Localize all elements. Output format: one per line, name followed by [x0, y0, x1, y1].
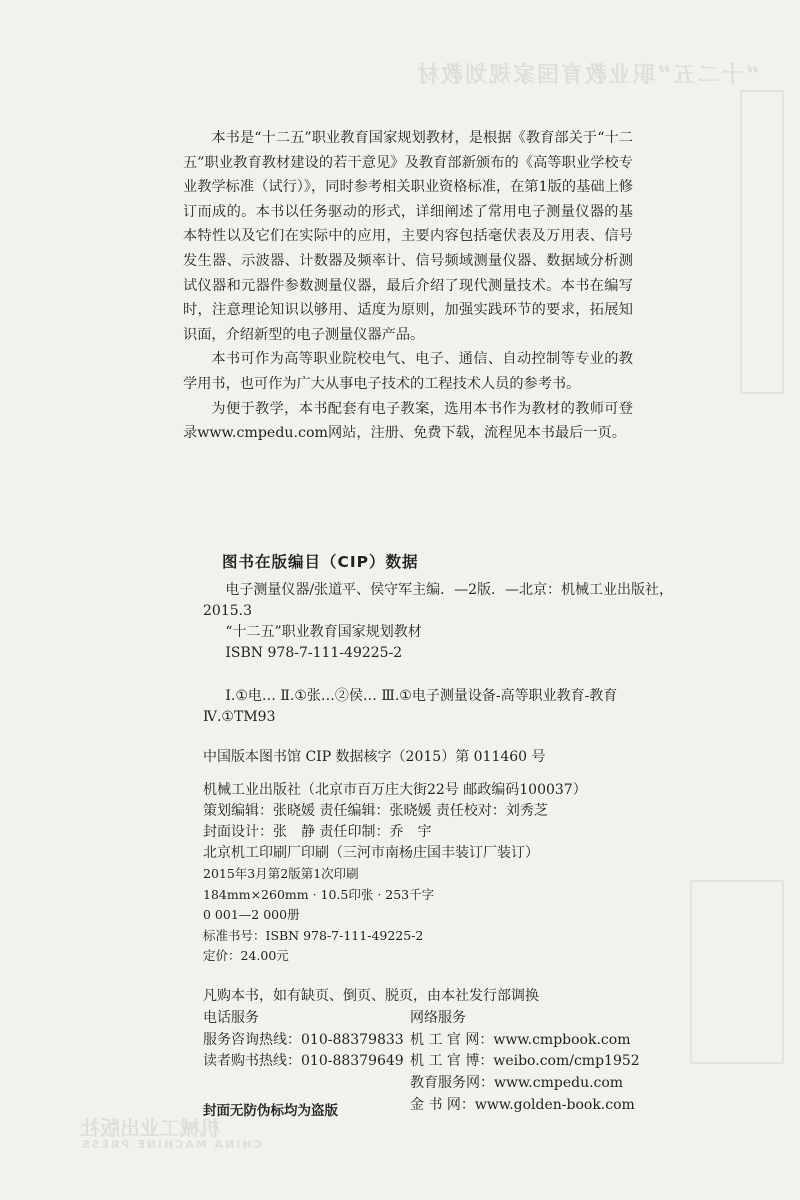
intro-text [183, 126, 633, 446]
phone-service [203, 1008, 404, 1073]
show-through-frame [740, 90, 784, 394]
cip-title: 图书在版编目（CIP）数据 [222, 553, 419, 571]
edition-line: 2015年3月第2版第1次印刷 [203, 866, 359, 881]
show-through-publisher-en: CHINA MACHINE PRESS [80, 1138, 262, 1151]
show-through-publisher: 机械工业出版社 [80, 1116, 220, 1140]
publisher-info [203, 780, 723, 967]
web-weibo: 机 工 官 博：weibo.com/cmp1952 [410, 1053, 640, 1070]
phone-service-header: 电话服务 [203, 1010, 259, 1026]
purchase-note: 凡购本书，如有缺页、倒页、脱页，由本社发行部调换 [203, 988, 539, 1004]
anti-counterfeit-note: 封面无防伪标均为盗版 [203, 1103, 338, 1119]
format-line: 184mm×260mm · 10.5印张 · 253千字 [203, 886, 435, 902]
cip-number: 中国版本图书馆 CIP 数据核字（2015）第 011460 号 [203, 749, 546, 765]
cip-line-bibliographic: 电子测量仪器/张道平、侯守军主编．—2版．—北京：机械工业出版社，2015.3 [203, 582, 674, 619]
show-through-title: “十二五”职业教育国家规划教材 [415, 63, 760, 88]
cip-line-isbn: ISBN 978-7-111-49225-2 [225, 645, 403, 661]
copies-line: 0 001—2 000册 [203, 907, 300, 922]
web-service [410, 1008, 640, 1117]
price-line: 定价：24.00元 [203, 948, 289, 963]
web-service-header: 网络服务 [410, 1010, 466, 1026]
intro-paragraph-1: 本书是“十二五”职业教育国家规划教材，是根据《教育部关于“十二五”职业教育教材建设的若干意见》及教育部新颁布的《高等职业学校专业教学标准（试行）》，同时参考相关职业资格标准，在第1版的基础上修订而成的。本书以任务驱动的形式，详细阐述了常用电子测量仪器的基本特性以及它们在实际中的应用，主要内容包括毫伏表及万用表、信号发生器、示波器、计数器及频率计、信号频域测量仪器、数据域分析测试仪器和元器件参数测量仪器，最后介绍了现代测量技术。本书在编写时，注意理论知识以够用、适度为原则，加强实践环节的要求，拓展知识面，介绍新型的电子测量仪器产品。 [183, 130, 633, 343]
web-golden-book: 金 书 网：www.golden-book.com [410, 1096, 635, 1113]
printer-line: 北京机工印刷厂印刷（三河市南杨庄国丰装订厂装订） [203, 845, 539, 861]
cip-entry [203, 580, 678, 728]
cip-line-classification: Ⅰ.①电… Ⅱ.①张…②侯… Ⅲ.①电子测量设备-高等职业教育-教育 Ⅳ.①TM93 [203, 688, 618, 725]
std-number-line: 标准书号：ISBN 978-7-111-49225-2 [203, 927, 424, 943]
design-line: 封面设计：张 静 责任印制：乔 宇 [203, 824, 432, 840]
intro-paragraph-3: 为便于教学，本书配套有电子教案，选用本书作为教材的教师可登录www.cmpedu.com网站，注册、免费下载，流程见本书最后一页。 [183, 400, 633, 442]
editors-line: 策划编辑：张晓媛 责任编辑：张晓媛 责任校对：刘秀芝 [203, 803, 548, 819]
intro-paragraph-2: 本书可作为高等职业院校电气、电子、通信、自动控制等专业的教学用书，也可作为广大从事电子技术的工程技术人员的参考书。 [183, 351, 633, 392]
web-cmpedu: 教育服务网：www.cmpedu.com [410, 1075, 624, 1092]
phone-consult: 服务咨询热线：010-88379833 [203, 1031, 404, 1048]
web-cmpbook: 机 工 官 网：www.cmpbook.com [410, 1031, 631, 1048]
cip-line-series: “十二五”职业教育国家规划教材 [225, 624, 422, 640]
publisher-name: 机械工业出版社（北京市百万庄大街22号 邮政编码100037） [203, 782, 587, 798]
phone-purchase: 读者购书热线：010-88379649 [203, 1053, 404, 1070]
